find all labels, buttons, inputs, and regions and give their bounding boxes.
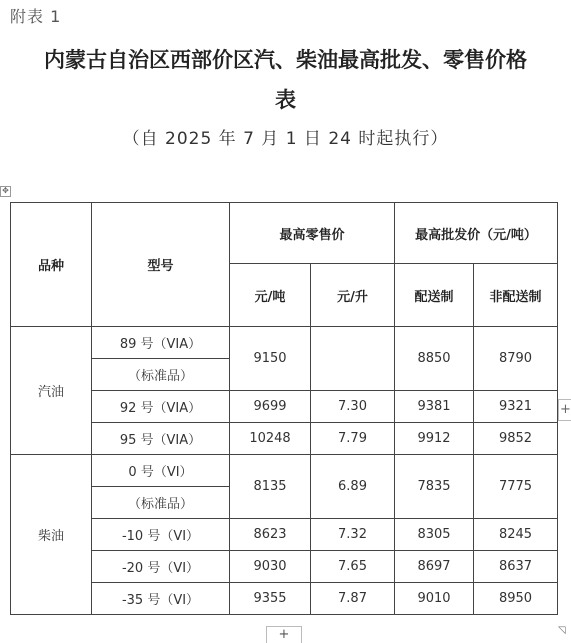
wholesale-non-delivery-cell: 7775 (474, 455, 558, 519)
table-row (11, 551, 558, 583)
model-cell: 0 号（VI） (92, 455, 230, 487)
table-row (11, 391, 558, 423)
wholesale-non-delivery-cell: 8790 (474, 327, 558, 391)
variety-diesel: 柴油 (11, 455, 92, 615)
wholesale-delivery-cell: 9912 (395, 423, 474, 455)
header-wholesale-price: 最高批发价（元/吨） (395, 203, 558, 264)
effective-date-subtitle: （自 2025 年 7 月 1 日 24 时起执行） (122, 129, 449, 149)
wholesale-delivery-cell: 9381 (395, 391, 474, 423)
price-table (10, 202, 558, 615)
retail-ton-cell: 8135 (230, 455, 311, 519)
wholesale-delivery-cell: 8305 (395, 519, 474, 551)
retail-ton-cell: 10248 (230, 423, 311, 455)
table-row (11, 327, 558, 359)
insert-row-plus-icon[interactable]: + (558, 399, 571, 421)
table-move-handle-icon[interactable]: ✥ (0, 186, 11, 197)
retail-ton-cell: 9030 (230, 551, 311, 583)
model-cell: 95 号（VIA） (92, 423, 230, 455)
retail-ton-cell: 9355 (230, 583, 311, 615)
retail-liter-cell (311, 327, 395, 391)
wholesale-non-delivery-cell: 8245 (474, 519, 558, 551)
wholesale-non-delivery-cell: 9321 (474, 391, 558, 423)
wholesale-delivery-cell: 8850 (395, 327, 474, 391)
retail-liter-cell: 6.89 (311, 455, 395, 519)
model-cell: 92 号（VIA） (92, 391, 230, 423)
resize-corner-icon[interactable]: ◹ (558, 625, 566, 636)
header-per-ton: 元/吨 (230, 264, 311, 327)
header-per-liter: 元/升 (311, 264, 395, 327)
model-cell: -35 号（VI） (92, 583, 230, 615)
header-row-1 (11, 203, 558, 264)
retail-liter-cell: 7.30 (311, 391, 395, 423)
retail-liter-cell: 7.32 (311, 519, 395, 551)
table-row (11, 423, 558, 455)
model-cell: -20 号（VI） (92, 551, 230, 583)
model-cell: 89 号（VIA） (92, 327, 230, 359)
variety-gasoline: 汽油 (11, 327, 92, 455)
wholesale-non-delivery-cell: 8950 (474, 583, 558, 615)
wholesale-delivery-cell: 8697 (395, 551, 474, 583)
header-delivery: 配送制 (395, 264, 474, 327)
retail-liter-cell: 7.65 (311, 551, 395, 583)
wholesale-non-delivery-cell: 8637 (474, 551, 558, 583)
title-line-2: 表 (275, 87, 296, 112)
appendix-label: 附表 1 (10, 7, 62, 26)
header-retail-price: 最高零售价 (230, 203, 395, 264)
model-note-cell: （标准品） (92, 359, 230, 391)
retail-ton-cell: 8623 (230, 519, 311, 551)
header-model: 型号 (92, 203, 230, 327)
wholesale-delivery-cell: 9010 (395, 583, 474, 615)
model-cell: -10 号（VI） (92, 519, 230, 551)
page-title (0, 40, 571, 120)
wholesale-non-delivery-cell: 9852 (474, 423, 558, 455)
header-variety: 品种 (11, 203, 92, 327)
model-note-cell: （标准品） (92, 487, 230, 519)
header-non-delivery: 非配送制 (474, 264, 558, 327)
retail-liter-cell: 7.87 (311, 583, 395, 615)
insert-column-plus-icon[interactable]: + (266, 626, 302, 643)
table-row (11, 455, 558, 487)
retail-liter-cell: 7.79 (311, 423, 395, 455)
retail-ton-cell: 9150 (230, 327, 311, 391)
title-line-1: 内蒙古自治区西部价区汽、柴油最高批发、零售价格 (44, 47, 527, 72)
wholesale-delivery-cell: 7835 (395, 455, 474, 519)
table-row (11, 583, 558, 615)
table-row (11, 519, 558, 551)
retail-ton-cell: 9699 (230, 391, 311, 423)
